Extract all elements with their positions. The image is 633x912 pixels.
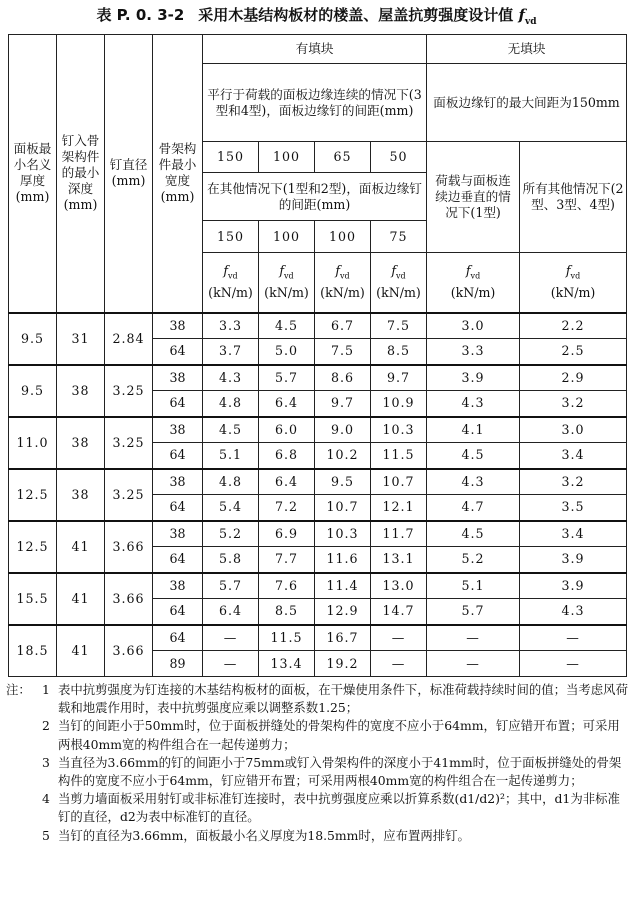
value-cell: 8.5 [371,339,427,365]
value-cell: 5.1 [427,573,520,599]
value-cell: 19.2 [315,651,371,677]
value-cell: 4.8 [203,469,259,495]
notes [6,681,628,845]
unit-label: (kN/m) [208,285,253,300]
value-cell: 3.2 [520,391,627,417]
thickness-cell: 15.5 [9,573,57,625]
value-cell: — [203,625,259,651]
table-row [9,313,627,339]
value-cell: 6.9 [259,521,315,547]
value-cell: 13.1 [371,547,427,573]
header-max-spacing: 面板边缘钉的最大间距为150mm [427,64,627,142]
width-cell: 38 [153,469,203,495]
fvd-unit-header [371,253,427,313]
value-cell: 4.3 [520,599,627,625]
table-title-text: 采用木基结构板材的楼盖、屋盖抗剪强度设计值 [198,6,514,24]
table-title [0,4,633,27]
note-indent [6,790,42,826]
value-cell: — [203,651,259,677]
value-cell: — [427,651,520,677]
value-cell: 6.8 [259,443,315,469]
value-cell: 4.5 [427,521,520,547]
depth-cell: 38 [57,365,105,417]
fvd-symbol: $f_{vd}$ [223,263,238,281]
diameter-cell: 3.25 [105,365,153,417]
parallel-spacing: 150 [203,142,259,173]
depth-cell: 41 [57,625,105,677]
value-cell: 2.9 [520,365,627,391]
value-cell: 3.9 [520,547,627,573]
value-cell: 5.8 [203,547,259,573]
header-thickness: 面板最小名义厚度(mm) [9,35,57,313]
header-depth: 钉入骨架构件的最小深度(mm) [57,35,105,313]
value-cell: 5.2 [203,521,259,547]
header-with-fill: 有填块 [203,35,427,64]
value-cell: 4.3 [427,391,520,417]
value-cell: 5.7 [203,573,259,599]
note-indent [6,827,42,845]
value-cell: 13.4 [259,651,315,677]
value-cell: 3.0 [520,417,627,443]
value-cell: 4.8 [203,391,259,417]
value-cell: 13.0 [371,573,427,599]
depth-cell: 41 [57,521,105,573]
value-cell: 4.5 [203,417,259,443]
note-text: 当钉的间距小于50mm时，位于面板拼缝处的骨架构件的宽度不应小于64mm，钉应错开布置；可采用两根40mm宽的构件组合在一起传递剪力； [58,718,620,752]
diameter-cell: 3.25 [105,469,153,521]
value-cell: 9.7 [371,365,427,391]
value-cell: 3.3 [203,313,259,339]
value-cell: 9.0 [315,417,371,443]
fvd-symbol: $f_{vd}$ [279,263,294,281]
value-cell: 3.3 [427,339,520,365]
unit-label: (kN/m) [320,285,365,300]
value-cell: 6.4 [259,391,315,417]
value-cell: 3.5 [520,495,627,521]
value-cell: — [371,651,427,677]
value-cell: 6.7 [315,313,371,339]
value-cell: 4.7 [427,495,520,521]
value-cell: 3.9 [427,365,520,391]
width-cell: 38 [153,313,203,339]
note-indent [6,717,42,753]
value-cell: 12.9 [315,599,371,625]
width-cell: 38 [153,521,203,547]
note-item [6,790,628,826]
depth-cell: 31 [57,313,105,365]
value-cell: 5.7 [259,365,315,391]
fvd-symbol: $f_{vd}$ [465,263,481,281]
notes-prefix: 注： [6,682,31,697]
depth-cell: 38 [57,417,105,469]
value-cell: 3.4 [520,443,627,469]
value-cell: 14.7 [371,599,427,625]
depth-cell: 38 [57,469,105,521]
value-cell: 11.6 [315,547,371,573]
width-cell: 64 [153,547,203,573]
note-number: 4 [42,791,50,807]
parallel-spacing: 100 [259,142,315,173]
value-cell: 3.4 [520,521,627,547]
value-cell: 7.2 [259,495,315,521]
note-text: 当剪力墙面板采用射钉或非标准钉连接时，表中抗剪强度应乘以折算系数(d1/d2)²；其中，d1为非标准钉的直径，d2为表中标准钉的直径。 [58,791,620,825]
width-cell: 64 [153,443,203,469]
table-row [9,417,627,443]
thickness-cell: 9.5 [9,313,57,365]
value-cell: 10.7 [371,469,427,495]
header-other-types: 所有其他情况下(2型、3型、4型) [520,142,627,253]
value-cell: 7.5 [315,339,371,365]
note-number: 5 [42,827,50,843]
width-cell: 64 [153,625,203,651]
note-number: 2 [42,718,50,734]
value-cell: — [520,651,627,677]
value-cell: 11.7 [371,521,427,547]
fvd-unit-header [259,253,315,313]
thickness-cell: 12.5 [9,521,57,573]
table-row [9,365,627,391]
thickness-cell: 11.0 [9,417,57,469]
value-cell: 11.5 [259,625,315,651]
value-cell: 3.7 [203,339,259,365]
value-cell: 4.3 [203,365,259,391]
note-item [6,754,628,790]
unit-label: (kN/m) [450,285,496,300]
value-cell: 2.2 [520,313,627,339]
parallel-spacing: 65 [315,142,371,173]
table-row [9,573,627,599]
header-other-cases: 在其他情况下(1型和2型)，面板边缘钉的间距(mm) [203,173,427,221]
value-cell: 6.4 [203,599,259,625]
value-cell: 3.2 [520,469,627,495]
other-spacing: 150 [203,221,259,253]
diameter-cell: 3.66 [105,573,153,625]
note-item [6,827,628,845]
other-spacing: 75 [371,221,427,253]
note-item [6,717,628,753]
unit-label: (kN/m) [264,285,309,300]
diameter-cell: 3.66 [105,521,153,573]
fvd-symbol: $f_{vd}$ [518,6,537,27]
fvd-unit-header [427,253,520,313]
header-without-fill: 无填块 [427,35,627,64]
value-cell: — [371,625,427,651]
unit-label: (kN/m) [550,285,596,300]
value-cell: 11.4 [315,573,371,599]
header-width: 骨架构件最小宽度(mm) [153,35,203,313]
value-cell: 10.2 [315,443,371,469]
value-cell: 4.1 [427,417,520,443]
other-spacing: 100 [259,221,315,253]
value-cell: 7.7 [259,547,315,573]
note-text: 表中抗剪强度为钉连接的木基结构板材的面板，在干燥使用条件下，标准荷载持续时间的值；当考虑风荷载和地震作用时，表中抗剪强度应乘以调整系数1.25； [58,682,628,716]
depth-cell: 41 [57,573,105,625]
fvd-unit-header [315,253,371,313]
value-cell: 3.9 [520,573,627,599]
value-cell: 4.3 [427,469,520,495]
header-diameter: 钉直径(mm) [105,35,153,313]
value-cell: 9.7 [315,391,371,417]
table-row [9,625,627,651]
value-cell: 4.5 [259,313,315,339]
value-cell: 16.7 [315,625,371,651]
note-text: 当钉的直径为3.66mm，面板最小名义厚度为18.5mm时，应布置两排钉。 [58,827,470,843]
value-cell: 10.3 [371,417,427,443]
value-cell: 10.9 [371,391,427,417]
value-cell: 6.0 [259,417,315,443]
parallel-spacing: 50 [371,142,427,173]
fvd-unit-header [520,253,627,313]
value-cell: 11.5 [371,443,427,469]
value-cell: 5.7 [427,599,520,625]
table-row [9,469,627,495]
fvd-symbol: $f_{vd}$ [335,263,350,281]
width-cell: 64 [153,391,203,417]
header-type1: 荷载与面板连续边垂直的情况下(1型) [427,142,520,253]
table-row [9,521,627,547]
note-number: 1 [42,682,50,697]
note-item [6,681,628,717]
other-spacing: 100 [315,221,371,253]
value-cell: 2.5 [520,339,627,365]
width-cell: 38 [153,573,203,599]
diameter-cell: 2.84 [105,313,153,365]
diameter-cell: 3.66 [105,625,153,677]
width-cell: 64 [153,599,203,625]
value-cell: 7.5 [371,313,427,339]
value-cell: 7.6 [259,573,315,599]
value-cell: 8.5 [259,599,315,625]
thickness-cell: 12.5 [9,469,57,521]
note-indent [6,754,42,790]
width-cell: 89 [153,651,203,677]
header-parallel-edge: 平行于荷载的面板边缘连续的情况下(3型和4型)，面板边缘钉的间距(mm) [203,64,427,142]
value-cell: 5.2 [427,547,520,573]
value-cell: 3.0 [427,313,520,339]
table-code: 表 P. 0. 3-2 [96,6,185,24]
width-cell: 38 [153,365,203,391]
value-cell: 9.5 [315,469,371,495]
thickness-cell: 9.5 [9,365,57,417]
value-cell: 5.0 [259,339,315,365]
diameter-cell: 3.25 [105,417,153,469]
fvd-symbol: $f_{vd}$ [391,263,406,281]
value-cell: 5.4 [203,495,259,521]
fvd-unit-header [203,253,259,313]
width-cell: 38 [153,417,203,443]
value-cell: 10.7 [315,495,371,521]
fvd-symbol: $f_{vd}$ [565,263,581,281]
unit-label: (kN/m) [376,285,421,300]
shear-strength-table [8,34,627,677]
note-number: 3 [42,754,50,770]
width-cell: 64 [153,339,203,365]
value-cell: 12.1 [371,495,427,521]
value-cell: 6.4 [259,469,315,495]
value-cell: 10.3 [315,521,371,547]
value-cell: 5.1 [203,443,259,469]
width-cell: 64 [153,495,203,521]
value-cell: — [427,625,520,651]
value-cell: 4.5 [427,443,520,469]
thickness-cell: 18.5 [9,625,57,677]
value-cell: — [520,625,627,651]
note-text: 当直径为3.66mm的钉的间距小于75mm或钉入骨架构件的深度小于41mm时，位于面板拼缝处的骨架构件的宽度不应小于64mm，钉应错开布置；可采用两根40mm宽的构件组合在一起传递剪力； [58,754,622,789]
value-cell: 8.6 [315,365,371,391]
